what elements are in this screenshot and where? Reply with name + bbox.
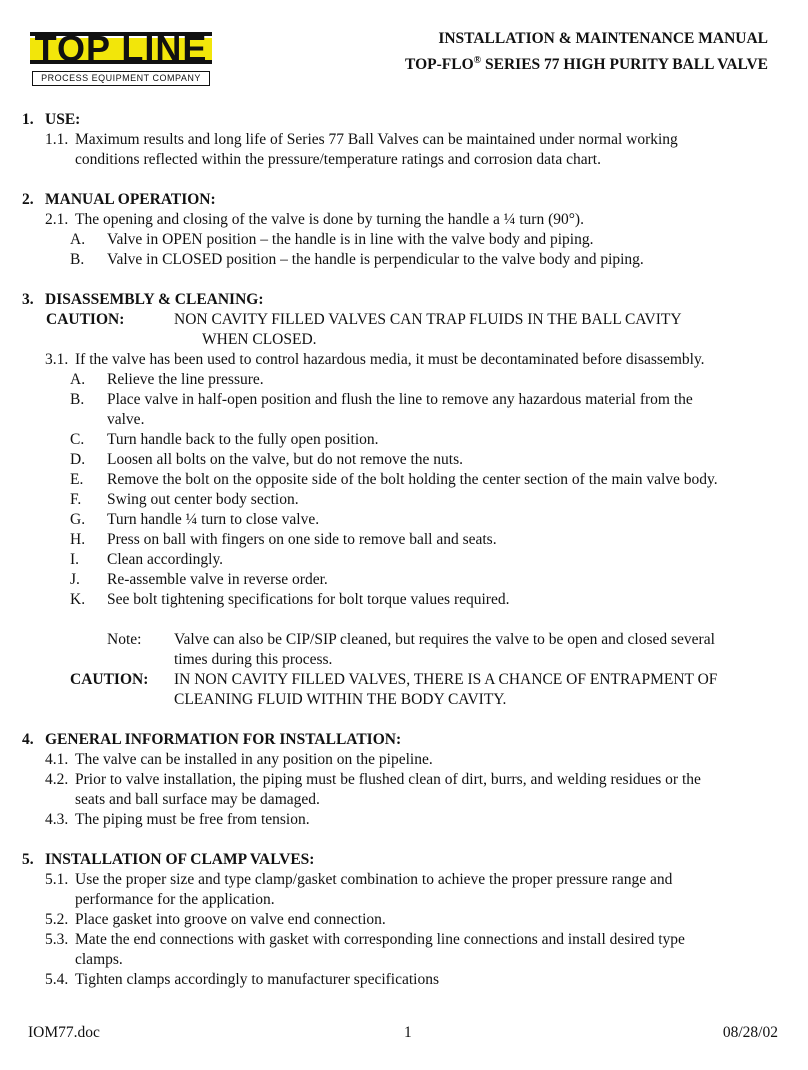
section-title: USE: — [45, 111, 81, 128]
item-text: Press on ball with fingers on one side to remove ball and seats. — [107, 531, 497, 548]
note-continuation — [22, 650, 792, 670]
item-text: Swing out center body section. — [107, 491, 299, 508]
item-text: Clean accordingly. — [107, 551, 224, 568]
document-header — [405, 28, 768, 76]
list-item — [22, 450, 792, 470]
item-number: 5.1. — [45, 871, 69, 888]
item-letter: A. — [70, 231, 86, 248]
list-item — [22, 390, 792, 410]
caution-notice — [22, 670, 792, 690]
list-item — [22, 590, 792, 610]
list-item — [22, 510, 792, 530]
note-text: times during this process. — [174, 651, 333, 668]
item-text: Turn handle back to the fully open position. — [107, 431, 379, 448]
section-title: GENERAL INFORMATION FOR INSTALLATION: — [45, 731, 402, 748]
item-number: 5.4. — [45, 971, 69, 988]
item-letter: K. — [70, 591, 86, 608]
caution-continuation — [22, 690, 792, 710]
item-letter: B. — [70, 391, 85, 408]
item-text: Place gasket into groove on valve end connection. — [75, 911, 386, 928]
item-letter: J. — [70, 571, 80, 588]
item-number: 4.2. — [45, 771, 69, 788]
section-heading-general-information — [22, 730, 792, 750]
item-text: Loosen all bolts on the valve, but do not remove the nuts. — [107, 451, 464, 468]
caution-text: WHEN CLOSED. — [202, 331, 317, 348]
list-item — [22, 750, 792, 770]
list-item-continuation — [22, 150, 792, 170]
header-brand: TOP-FLO — [405, 56, 474, 74]
item-text: clamps. — [75, 951, 123, 968]
item-number: 4.3. — [45, 811, 69, 828]
list-item — [22, 230, 792, 250]
item-text: valve. — [107, 411, 145, 428]
item-text: Valve in OPEN position – the handle is in line with the valve body and piping. — [107, 231, 594, 248]
item-text: The valve can be installed in any position on the pipeline. — [75, 751, 433, 768]
note-text: Valve can also be CIP/SIP cleaned, but requires the valve to be open and closed several — [174, 631, 715, 648]
caution-text: IN NON CAVITY FILLED VALVES, THERE IS A CHANCE OF ENTRAPMENT OF — [174, 671, 718, 688]
list-item — [22, 870, 792, 890]
list-item — [22, 930, 792, 950]
item-number: 2.1. — [45, 211, 69, 228]
section-number: 4. — [22, 731, 34, 748]
header-title: INSTALLATION & MAINTENANCE MANUAL — [438, 30, 768, 47]
list-item — [22, 210, 792, 230]
item-letter: A. — [70, 371, 86, 388]
item-text: conditions reflected within the pressure/temperature ratings and corrosion data chart. — [75, 151, 601, 168]
item-text: Maximum results and long life of Series 77 Ball Valves can be maintained under normal working — [75, 131, 678, 148]
section-number: 2. — [22, 191, 34, 208]
list-item — [22, 130, 792, 150]
logo-band — [30, 28, 212, 70]
section-title: INSTALLATION OF CLAMP VALVES: — [45, 851, 315, 868]
header-subtitle — [405, 50, 768, 76]
item-text: performance for the application. — [75, 891, 275, 908]
list-item — [22, 770, 792, 790]
item-text: Re-assemble valve in reverse order. — [107, 571, 328, 588]
item-text: seats and ball surface may be damaged. — [75, 791, 320, 808]
caution-label: CAUTION: — [46, 311, 125, 328]
list-item-continuation — [22, 410, 792, 430]
section-heading-clamp-valves — [22, 850, 792, 870]
section-number: 1. — [22, 111, 34, 128]
item-letter: F. — [70, 491, 82, 508]
list-item — [22, 250, 792, 270]
registered-mark: ® — [473, 55, 482, 66]
note-label: Note: — [107, 631, 142, 648]
document-body — [22, 110, 792, 990]
section-heading-disassembly — [22, 290, 792, 310]
logo-wordmark: TOP LINE — [34, 28, 208, 69]
list-item — [22, 970, 792, 990]
section-number: 5. — [22, 851, 34, 868]
item-number: 5.3. — [45, 931, 69, 948]
item-number: 4.1. — [45, 751, 69, 768]
item-number: 1.1. — [45, 131, 69, 148]
list-item-continuation — [22, 890, 792, 910]
list-item — [22, 570, 792, 590]
item-letter: G. — [70, 511, 86, 528]
list-item — [22, 810, 792, 830]
section-number: 3. — [22, 291, 34, 308]
item-text: Turn handle ¼ turn to close valve. — [107, 511, 320, 528]
document-footer — [28, 1024, 778, 1046]
item-letter: I. — [70, 551, 80, 568]
item-text: Relieve the line pressure. — [107, 371, 264, 388]
caution-text: CLEANING FLUID WITHIN THE BODY CAVITY. — [174, 691, 507, 708]
item-letter: H. — [70, 531, 86, 548]
list-item-continuation — [22, 790, 792, 810]
company-logo — [30, 28, 212, 86]
list-item — [22, 550, 792, 570]
item-text: Prior to valve installation, the piping must be flushed clean of dirt, burrs, and welding residues or the — [75, 771, 701, 788]
item-letter: C. — [70, 431, 85, 448]
caution-continuation — [22, 330, 792, 350]
list-item — [22, 470, 792, 490]
caution-notice — [22, 310, 792, 330]
footer-date: 08/28/02 — [722, 1024, 778, 1041]
list-item — [22, 530, 792, 550]
item-number: 3.1. — [45, 351, 69, 368]
item-text: Use the proper size and type clamp/gasket combination to achieve the proper pressure range and — [75, 871, 673, 888]
list-item-continuation — [22, 950, 792, 970]
section-title: DISASSEMBLY & CLEANING: — [45, 291, 264, 308]
item-text: Place valve in half-open position and flush the line to remove any hazardous material from the — [107, 391, 693, 408]
list-item — [22, 350, 792, 370]
header-product: SERIES 77 HIGH PURITY BALL VALVE — [481, 56, 768, 74]
item-letter: D. — [70, 451, 86, 468]
section-heading-manual-operation — [22, 190, 792, 210]
logo-subtitle: PROCESS EQUIPMENT COMPANY — [32, 71, 210, 86]
item-text: Tighten clamps accordingly to manufacturer specifications — [75, 971, 440, 988]
item-text: The piping must be free from tension. — [75, 811, 310, 828]
caution-label: CAUTION: — [70, 671, 149, 688]
item-letter: E. — [70, 471, 84, 488]
item-text: See bolt tightening specifications for bolt torque values required. — [107, 591, 510, 608]
item-text: Valve in CLOSED position – the handle is perpendicular to the valve body and piping. — [107, 251, 644, 268]
section-heading-use — [22, 110, 792, 130]
caution-text: NON CAVITY FILLED VALVES CAN TRAP FLUIDS IN THE BALL CAVITY — [174, 311, 682, 328]
item-text: If the valve has been used to control hazardous media, it must be decontaminated before disassembly. — [75, 351, 705, 368]
disassembly-steps — [22, 370, 792, 610]
item-text: Mate the end connections with gasket with corresponding line connections and install desired type — [75, 931, 685, 948]
footer-filename: IOM77.doc — [28, 1024, 100, 1041]
list-item — [22, 490, 792, 510]
footer-page-number: 1 — [404, 1024, 412, 1041]
item-text: Remove the bolt on the opposite side of the bolt holding the center section of the main valve body. — [107, 471, 718, 488]
item-letter: B. — [70, 251, 85, 268]
list-item — [22, 910, 792, 930]
item-number: 5.2. — [45, 911, 69, 928]
note — [22, 630, 792, 650]
list-item — [22, 430, 792, 450]
item-text: The opening and closing of the valve is done by turning the handle a ¼ turn (90°). — [75, 211, 584, 228]
section-title: MANUAL OPERATION: — [45, 191, 216, 208]
list-item — [22, 370, 792, 390]
